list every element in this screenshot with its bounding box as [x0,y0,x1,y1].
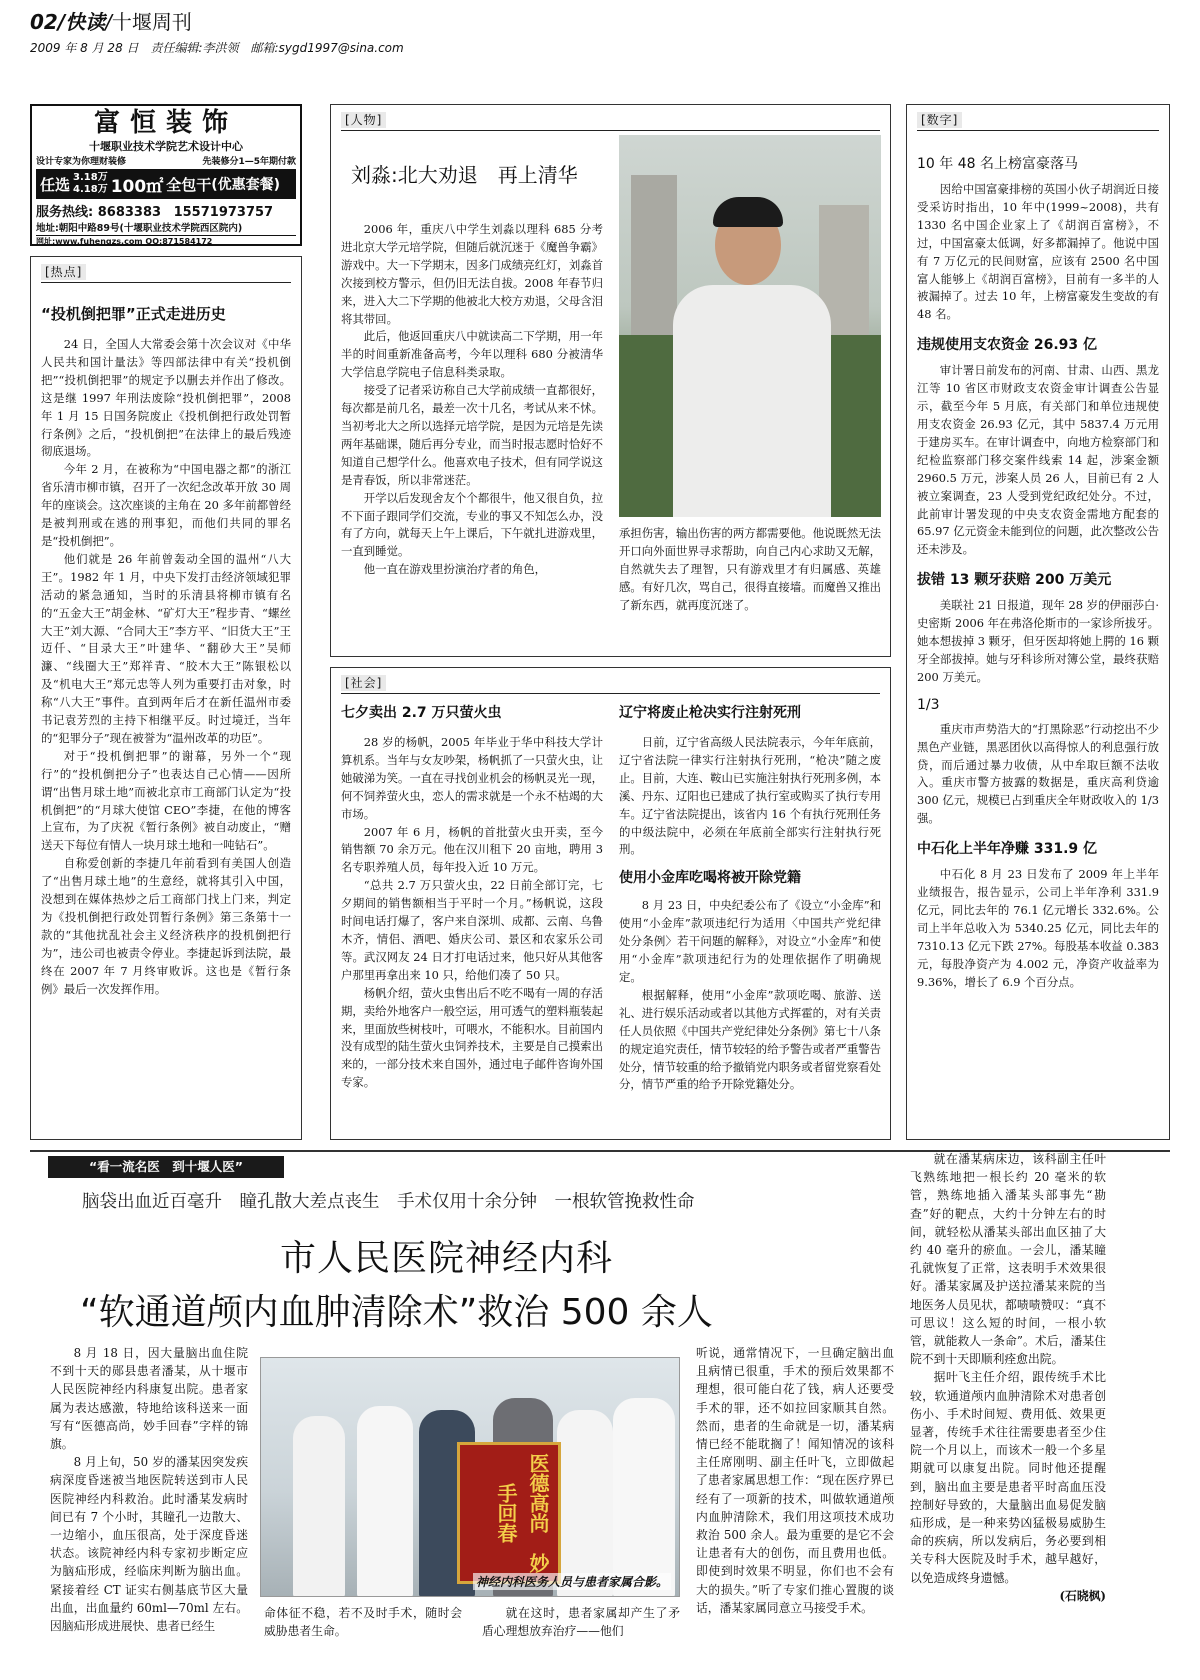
number-item [917,838,1159,991]
figure-paragraph: 他一直在游戏里扮演治疗者的角色， [363,562,547,577]
page-header [30,6,1170,58]
photo-caption: 神经内科医务人员与患者家属合影。 [473,1573,671,1590]
figure-paragraph: 2006 年，重庆八中学生刘淼以理科 685 分考进北京大学元培学院，但随后就沉迷于《魔兽争霸》游戏中。大一下学期末，因多门成绩亮红灯，刘淼首次接到校方警示，但仍旧无法自拔。2008 年春节归来，进入大二下学期的他被北大校方劝退，父母含泪将其带回。 [341,222,603,326]
story3-paragraph: 根据解释，使用“小金库”款项吃喝、旅游、送礼、进行娱乐活动或者以其他方式挥霍的，对有关责任人员依照《中国共产党纪律处分条例》第七十八条的规定追究责任，情节较轻的给予警告或者严重警告处分，情节较重的给予撤销党内职务或者留党察看处分，情节严重的给予开除党籍处分。 [619,987,881,1092]
ad-hotline-label: 服务热线: [36,205,94,220]
photo-doctor-4 [613,1398,675,1597]
numbers-list [917,153,1159,992]
number-item [917,334,1159,559]
number-item [917,697,1159,828]
number-item [917,153,1159,324]
figure-paragraph: 此后，他返回重庆八中就读高二下学期，用一年半的时间重新准备高考，今年以理科 680 分被清华大学信息学院电子信息科类录取。 [341,329,604,380]
feature-title-1: 市人民医院神经内科 [280,1238,614,1279]
ad-web: 网址:www.fuhengzs.com QQ:871584172 [36,235,296,247]
ad-promo: (优惠套餐) [211,177,281,193]
figure-tag-label: [人物] [341,112,386,128]
ad-area: 100㎡ [110,176,164,197]
ad-hotline-2: 15571973757 [173,205,274,220]
photo-person-shirt [673,285,831,517]
feature-subhead: 脑袋出血近百毫升 瞳孔散大差点丧生 手术仅用十余分钟 一根软管挽救性命 [82,1192,695,1212]
ad-offer-prefix: 任选 [40,175,71,194]
numbers-tag-label: [数字] [917,112,962,128]
photo-person-hair [713,197,783,227]
story1-paragraph: “总共 2.7 万只萤火虫，22 日前全部订完，七夕期间的销售额相当于平时一个月。”杨帆说，这段时间电话打爆了，客户来自深圳、成都、云南、乌鲁木齐，情侣、酒吧、婚庆公司、景区和农家乐公司等。武汉网友 24 日才打电话过来，他只好从其他客户那里再拿出来 10 只，给他们凑了 50 只。 [341,878,603,982]
story3-body [619,897,881,1094]
story1-title: 七夕卖出 2.7 万只萤火虫 [341,705,502,721]
feature-section [30,1150,1170,1674]
section-name: 快读 [65,10,106,34]
story2-title: 辽宁将废止枪决实行注射死刑 [619,705,801,721]
number-item-text: 中石化 8 月 23 日发布了 2009 年上半年业绩报告，报告显示，公司上半年净利 331.9 亿元，同比去年的 76.1 亿元增长 332.6%。公司上半年总收入为 5340.25 亿元，同比去年的 7310.13 亿元下跌 27%。每股基本收益 0.383 元，每股净资产为 4.002 元，净资产收益率为 9.36%，增长了 6.9 个百分点。 [917,867,1159,989]
hot-paragraph: 他们就是 26 年前曾轰动全国的温州“八大王”。1982 年 1 月，中央下发打击经济领域犯罪活动的紧急通知，当时的乐清县将柳市镇有名的“五金大王”胡金林、“矿灯大王”程步青、“螺丝大王”刘大源、“合同大王”李方平、“旧货大王”王迈仟、“目录大王”叶建华、“翻砂大王”吴师濂、“线圈大王”郑祥青、“胶木大王”陈银松以及“机电大王”郑元忠等人列为重要打击对象，时称“八大王”事件。直到两年后才在新任温州市委书记袁芳烈的主持下相继平反。时过境迁，当年的“犯罪分子”现在被誉为“温州改革的功臣”。 [41,551,291,745]
number-item-title: 中石化上半年净赚 331.9 亿 [917,841,1098,858]
honor-banner: 医德高尚 妙手回春 [457,1442,561,1584]
story1-paragraph: 2007 年 6 月，杨帆的首批萤火虫开卖，至今销售额 70 余万元。他在汉川租下 20 亩地，聘用 3 名专职养殖人员，每年投入近 10 万元。 [341,824,603,875]
figure-body [341,221,603,579]
number-item-title: 1/3 [917,696,940,713]
feature-paragraph: 8 月上旬，50 岁的潘某因突发疾病深度昏迷被当地医院转送到市人民医院神经内科救治。此时潘某发病时间已有 7 个小时，其瞳孔一边散大、一边缩小，血压很高，处于深度昏迷状态。该院神经内科专家初步断定应为脑疝形成，经临床判断为脑出血。紧接着经 CT 证实右侧基底节区大量出血，出血量约 60ml—70ml 左右。因脑疝形成进展快、患者已经生 [50,1455,248,1634]
figure-tag [341,111,880,131]
ad-price-b: 4.18万 [73,184,108,195]
feature-ribbon: “看一流名医 到十堰人医” [48,1156,284,1178]
number-item-title: 10 年 48 名上榜富豪落马 [917,156,1078,172]
hot-section [30,256,302,1140]
ad-line1-right: 先装修分1—5年期付款 [202,157,296,167]
figure-title: 刘淼:北大劝退 再上清华 [351,163,578,187]
numbers-section [906,104,1170,1140]
feature-byline: (石晓枫) [1059,1588,1106,1603]
feature-paragraph: 8 月 18 日，因大量脑出血住院不到十天的郧县患者潘某，从十堰市人民医院神经内科康复出院。患者家属为表达感激，特地给该科送来一面写有“医德高尚，妙手回春”字样的锦旗。 [50,1346,248,1452]
feature-under-photo-left: 命体征不稳，若不及时手术，随时会威胁患者生命。 [264,1606,462,1639]
society-left-col [341,702,603,1092]
number-item-text: 美联社 21 日报道，现年 28 岁的伊丽莎白·史密斯 2006 年在弗洛伦斯市的一家诊所拔牙。她本想拔掉 3 颗牙，但牙医却将她上腭的 16 颗牙全部拔掉。她与牙科诊所对簿公堂，最终获赔 200 万美元。 [917,598,1159,684]
hot-paragraph: 自称爱创新的李捷几年前看到有美国人创造了“出售月球土地”的生意经，就将其引入中国，没想到在媒体热炒之后工商部门找上门来，判定为《投机倒把行政处罚暂行条例》第三条第十一款的“其他扰乱社会主义经济秩序的投机倒把行为”，违公司也被责令停业。李捷起诉到法院，最终在 2007 年 7 月终审败诉。这也是《暂行条例》最后一次发挥作用。 [41,856,291,996]
story2-body [619,734,881,859]
story1-paragraph: 28 岁的杨帆，2005 年毕业于华中科技大学计算机系。当年与女友吵架，杨帆抓了一只萤火虫，让她破涕为笑。一直在寻找创业机会的杨帆灵光一现，何不饲养萤火虫，恋人的需求就是一个永不枯竭的大市场。 [341,735,603,821]
photo-doctor-1 [357,1406,413,1597]
ad-line1-left: 设计专家为你理财装修 [36,157,127,167]
hot-paragraph: 对于“投机倒把罪”的谢幕，另外一个“现行”的“投机倒把分子”也表达自己心情——因所谓“出售月球土地”而被北京市工商部门认定为“投机倒把”的“月球大使馆 CEO”李捷，在他的博客上宣布，为了庆祝《暂行条例》被自动废止，“赠送天下每位有情人一块月球土地和一吨钻石”。 [41,748,291,853]
number-item-title: 拔错 13 颗牙获赔 200 万美元 [917,572,1112,589]
ad-brand: 富恒装饰 [93,108,238,138]
advertisement [30,104,302,246]
feature-under-photo-right: 就在这时，患者家属却产生了矛盾心理想放弃治疗——他们 [482,1606,680,1639]
figure-section [330,104,891,657]
hot-body [41,336,291,999]
feature-paragraph: 就在潘某病床边，该科副主任叶飞熟练地把一根长约 20 毫米的软管，熟练地插入潘某头部事先“勘查”好的靶点，大约十分钟左右的时间，就轻松从潘某头部出血区抽了大约 40 毫升的瘀血。一会儿，潘某瞳孔就恢复了正常，这表明手术效果很好。潘某家属及护送拉潘某来院的当地医务人员见状，都啧啧赞叹：“真不可思议！这么短的时间，一根小软管，就能救人一条命”。术后，潘某住院不到十天即顺利痊愈出院。 [910,1152,1106,1367]
society-right-col [619,702,881,1094]
date-line: 2009 年 8 月 28 日 责任编辑:李洪领 邮箱:sygd1997@sina.com [30,41,404,55]
portrait-photo [619,135,881,517]
society-tag [341,674,880,694]
hot-paragraph: 24 日，全国人大常委会第十次会议对《中华人民共和国计量法》等四部法律中有关“投机倒把”“投机倒把罪”的规定予以删去并作出了修改。这是继 1997 年刑法废除“投机倒把罪”，2008 年 1 月 15 日国务院废止《投机倒把行政处罚暂行条例》之后，“投机倒把”在法律上的最后残迹彻底退场。 [41,337,291,459]
group-photo [260,1357,680,1597]
number-item-title: 违规使用支农资金 26.93 亿 [917,337,1098,354]
photo-doctor-3 [557,1410,613,1597]
ad-price-a: 3.18万 [73,172,108,183]
page-number: 02/ [30,10,66,34]
ad-hotline [36,201,296,220]
story1-paragraph: 杨帆介绍，萤火虫售出后不吃不喝有一周的存活期，卖给外地客户一般空运，用可透气的塑料瓶装起来，里面放些树枝叶，可喂水，不能积水。目前国内没有成型的陆生萤火虫饲养技术，主要是自己摸索出来的，一部分技术来自国外，通过电子邮件咨询外国专家。 [341,985,604,1090]
feature-title-2: “软通道颅内血肿清除术”救治 500 余人 [80,1292,713,1333]
story3-title: 使用小金库吃喝将被开除党籍 [619,870,801,887]
number-item-text: 重庆市声势浩大的“打黑除恶”行动挖出不少黑色产业链，黑恶团伙以高得惊人的利息强行放贷，而后通过暴力收债，从中牟取巨额不法收入。重庆市警方披露的数据是，重庆高利贷逾 300 亿元，规模已占到重庆全年财政收入的 1/3 强。 [917,721,1159,826]
society-tag-label: [社会] [341,675,386,691]
feature-paragraph: 听说，通常情况下，一旦确定脑出血且病情已很重，手术的预后效果都不理想，很可能白花了钱，病人还要受手术的罪，还不如拉回家顺其自然。然而，患者的生命就是一切，潘某病情已经不能耽搁了！闻知情况的该科主任席刚明、副主任叶飞，立即做起了患者家属思想工作：“现在医疗界已经有了一项新的技术，叫做软通道颅内血肿清除术，我们用这项技术成功救治 500 余人。最为重要的是它不会让患者有大的创伤，而且费用也低。即使到时效果不明显，你们也不会有大的损失。”听了专家们推心置腹的谈话，潘某家属同意立马接受手术。 [696,1346,894,1615]
hot-tag-label: [热点] [41,264,86,280]
ad-school: 十堰职业技术学院艺术设计中心 [89,140,243,153]
ad-line1 [36,154,296,167]
society-section [330,667,891,1140]
ad-hotline-1: 8683383 [97,205,162,220]
figure-paragraph: 接受了记者采访称自己大学前成绩一直都很好，每次都是前几名，最差一次十几名，考试从来不怵。当初考北大之所以选择元培学院，是因为元培是先读两年基础课，随后再分专业，而当时报志愿时恰好不知道自己想学什么。他喜欢电子技术，但有同学说这是青春饭，所以非常迷茫。 [341,383,604,487]
feature-paragraph: 据叶飞主任介绍，跟传统手术比较，软通道颅内血肿清除术对患者创伤小、手术时间短、费用低、效果更显著，传统手术往往需要患者至少住院一个月以上，而该术一般一个多星期就可以康复出院。同时他还提醒到，脑出血主要是患者平时高血压没控制好导致的，大量脑出血易促发脑疝形成，是一种来势凶猛极易威胁生命的疾病，所以发病后，务必要到相关专科大医院及时手术，越早越好，以免造成终身遗憾。 [910,1370,1106,1585]
hot-tag [41,263,291,283]
ad-prices [73,172,108,196]
hot-paragraph: 今年 2 月，在被称为“中国电器之都”的浙江省乐清市柳市镇，召开了一次纪念改革开放 30 周年的座谈会。这次座谈的主角在 20 多年前都曾经是被判刑或在逃的刑事犯，而他们共同的罪名是“投机倒把”。 [41,462,291,548]
header-slash: / [105,10,112,34]
number-item-text: 审计署日前发布的河南、甘肃、山西、黑龙江等 10 省区市财政支农资金审计调查公告显示，截至今年 5 月底，有关部门和单位违规使用支农资金 26.93 亿元，其中 5837.4 万元用于建房买车。在审计调查中，向地方检察部门和纪检监察部门移交案件线索 14 起，涉案金额 2960.5 万元，涉案人员 26 人，目前已有 2 人被立案调查，23 人受到党纪政纪处分。不过，此前审计署发现的中央支农资金需地方配套的 65.97 亿元资金未能到位的问题，此次整改公告还未涉及。 [917,363,1159,557]
number-item-text: 因给中国富豪排榜的英国小伙子胡润近日接受采访时指出，10 年中(1999~2008)，共有 1330 名中国企业家上了《胡润百富榜》，不过，中国富豪太低调，好多都漏掉了。他说中国有 7 万亿元的民间财富，应该有 2500 名中国富人能够上《胡润百富榜》，目前有一多半的人被漏掉了。过去 10 年，上榜富豪发生变故的有 48 名。 [917,182,1159,322]
paper-name: 十堰周刊 [111,10,192,34]
ad-offer [36,169,296,199]
photo-nurse [293,1416,345,1597]
figure-paragraph: 开学以后发现舍友个个都很牛，他又很自负，拉不下面子跟同学们交流，专业的事又不知怎么办，没有了方向，就每天上午上课后，下午就扎进游戏里，一直到睡觉。 [341,490,604,559]
hot-title: “投机倒把罪”正式走进历史 [41,305,226,323]
story3-paragraph: 8 月 23 日，中央纪委公布了《设立“小金库”和使用“小金库”款项违纪行为适用〈中国共产党纪律处分条例〉若干问题的解释》，对设立“小金库”和使用“小金库”款项违纪行为的处理依据作了明确规定。 [619,898,881,984]
ad-package: 全包干 [166,175,212,194]
header-title-line [30,6,1170,35]
ad-address: 地址:朝阳中路89号(十堰职业技术学院西区院内) [36,223,243,234]
feature-col3 [696,1344,894,1617]
figure-continued: 承担伤害，输出伤害的两方都需要他。他说既然无法开口向外面世界寻求帮助，向自己内心求助又无解，自然就失去了理智，只有游戏里才有归属感、英雄感。有好几次，骂自己，很得直接墙。而魔兽又推出了新东西，就再度沉迷了。 [619,526,881,612]
story2-paragraph: 日前，辽宁省高级人民法院表示，今年年底前，辽宁省法院一律实行注射执行死刑，“枪决”随之废止。目前，大连、鞍山已实施注射执行死刑多例，本溪、丹东、辽阳也已建成了执行室或购买了执行专用车。辽宁省法院提出，该省内 16 个有执行死刑任务的中级法院中，必须在年底前全部实行注射执行死刑。 [619,735,882,857]
story1-body [341,734,603,1092]
feature-col1 [50,1344,248,1635]
numbers-tag [917,111,1159,131]
feature-col4 [910,1150,1106,1605]
number-item [917,569,1159,687]
